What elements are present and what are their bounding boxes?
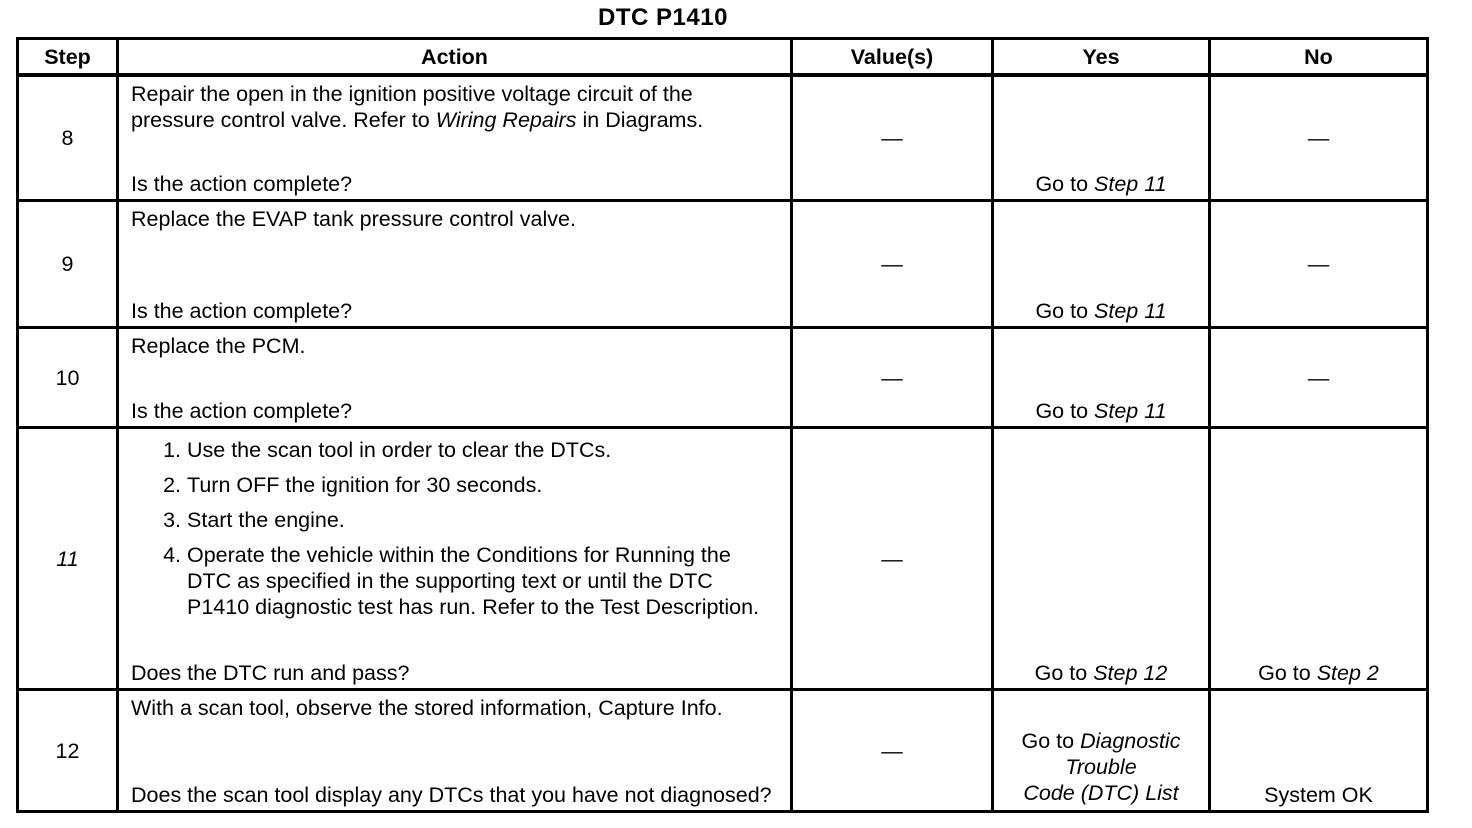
step-number: 9 xyxy=(18,201,118,328)
step-number: 12 xyxy=(18,690,118,812)
action-text: Replace the EVAP tank pressure control valve. xyxy=(131,207,576,231)
step-number: 8 xyxy=(18,75,118,201)
no-cell: — xyxy=(1210,201,1428,328)
action-text: Replace the PCM. xyxy=(131,334,306,358)
header-values: Value(s) xyxy=(792,39,993,76)
value-cell: — xyxy=(792,428,993,690)
page-title: DTC P1410 xyxy=(598,4,728,31)
procedure-step: 1. Use the scan tool in order to clear the DTCs. xyxy=(187,437,778,463)
wiring-repairs-reference: Wiring Repairs xyxy=(435,108,577,132)
header-no: No xyxy=(1210,39,1428,76)
yes-goto: Go to Diagnostic Trouble Code (DTC) List xyxy=(1021,729,1181,805)
table-row-step-11 xyxy=(18,428,1428,690)
step-number: 10 xyxy=(18,328,118,428)
procedure-list xyxy=(131,437,778,620)
header-step: Step xyxy=(18,39,118,76)
action-cell xyxy=(118,75,792,201)
yes-goto: Go to Step 11 xyxy=(1035,299,1167,323)
value-cell: — xyxy=(792,690,993,812)
header-row xyxy=(18,39,1428,76)
action-question: Does the scan tool display any DTCs that you have not diagnosed? xyxy=(131,783,772,807)
yes-goto: Go to Step 12 xyxy=(1034,661,1168,685)
yes-cell xyxy=(993,328,1210,428)
no-result: System OK xyxy=(1264,783,1373,807)
yes-cell xyxy=(993,201,1210,328)
dtc-table xyxy=(16,37,1429,813)
procedure-step: 2. Turn OFF the ignition for 30 seconds. xyxy=(187,472,778,498)
action-question: Is the action complete? xyxy=(131,399,353,423)
action-question: Does the DTC run and pass? xyxy=(131,661,410,685)
value-cell: — xyxy=(792,75,993,201)
value-cell: — xyxy=(792,328,993,428)
no-cell: — xyxy=(1210,75,1428,201)
yes-cell xyxy=(993,428,1210,690)
table-row-step-8 xyxy=(18,75,1428,201)
no-cell xyxy=(1210,428,1428,690)
action-text: With a scan tool, observe the stored information, Capture Info. xyxy=(131,696,723,720)
value-cell: — xyxy=(792,201,993,328)
action-cell xyxy=(118,201,792,328)
yes-cell xyxy=(993,690,1210,812)
procedure-step: 4. Operate the vehicle within the Conditions for Running the DTC as specified in the supporting text or until the DTC P1410 diagnostic test has run. Refer to the Test Description. xyxy=(187,542,778,620)
header-yes: Yes xyxy=(993,39,1210,76)
no-cell: — xyxy=(1210,328,1428,428)
yes-goto: Go to Step 11 xyxy=(1035,399,1167,423)
action-text: Repair the open in the ignition positive voltage circuit of the pressure control valve. Refer to Wiring Repairs in Diagrams. xyxy=(131,82,704,132)
procedure-step: 3. Start the engine. xyxy=(187,507,778,533)
table-row-step-12 xyxy=(18,690,1428,812)
yes-goto: Go to Step 11 xyxy=(1035,172,1167,196)
no-goto: Go to Step 2 xyxy=(1258,661,1379,685)
action-cell xyxy=(118,690,792,812)
no-cell xyxy=(1210,690,1428,812)
step-number: 11 xyxy=(18,428,118,690)
action-cell xyxy=(118,328,792,428)
table-row-step-9 xyxy=(18,201,1428,328)
table-row-step-10 xyxy=(18,328,1428,428)
action-cell xyxy=(118,428,792,690)
action-question: Is the action complete? xyxy=(131,299,353,323)
action-question: Is the action complete? xyxy=(131,172,353,196)
yes-cell xyxy=(993,75,1210,201)
header-action: Action xyxy=(118,39,792,76)
